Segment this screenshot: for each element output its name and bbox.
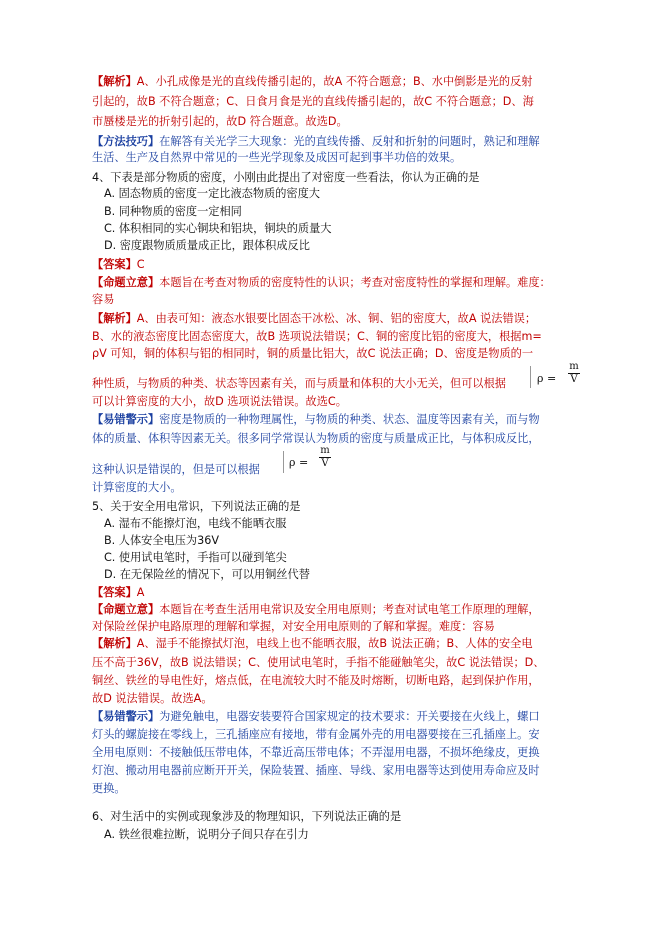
q3-method-line-1: 【方法技巧】在解答有关光学三大现象：光的直线传播、反射和折射的问题时，熟记和理解 [92, 135, 540, 148]
q5-answer: 【答案】A [92, 586, 145, 599]
q4-intent-line-2: 容易 [92, 293, 115, 306]
q5-analysis-line-3: 铜丝、铁丝的导电性好，熔点低，在电流较大时不能及时熔断，切断电路，起到保护作用， [92, 674, 540, 687]
q4-warning-line-3: 这种认识是错误的，但是可以根据 [92, 463, 260, 476]
q5-analysis-line-2: 压不高于36V，故B 说法错误；C、使用试电笔时，手指不能碰触笔尖，故C 说法错误；D、 [92, 656, 545, 669]
density-formula-lhs: ρ = [537, 372, 557, 385]
q4-warning-line-2: 体的质量、体积等因素无关。很多同学常误认为物质的密度与质量成正比，与体积成反比， [92, 432, 540, 445]
q4-analysis-line-1: 【解析】A、由表可知：液态水银要比固态干冰松、冰、铜、铝的密度大，故A 说法错误； [92, 312, 537, 325]
q4-option-a: A. 固态物质的密度一定比液态物质的密度大 [104, 187, 320, 200]
density-formula-fraction: m V [569, 361, 579, 385]
q5-intent-line-1: 【命题立意】本题旨在考查生活用电常识及安全用电原则；考查对试电笔工作原理的理解， [92, 603, 540, 616]
q4-warning-line-1: 【易错警示】密度是物质的一种物理属性，与物质的种类、状态、温度等因素有关，而与物 [92, 413, 540, 426]
q3-analysis-line-3: 市蜃楼是光的折射引起的，故D 符合题意。故选D。 [92, 115, 348, 128]
q6-option-a: A. 铁丝很难拉断，说明分子间只存在引力 [104, 828, 309, 841]
method-tag: 【方法技巧】 [92, 135, 160, 148]
q4-answer: 【答案】C [92, 258, 145, 271]
q5-warning-line-3: 全用电原则：不接触低压带电体，不靠近高压带电体；不弄湿用电器，不损坏绝缘皮，更换 [92, 746, 540, 759]
q4-intent-line-1: 【命题立意】本题旨在考查对物质的密度特性的认识；考查对密度特性的掌握和理解。难度： [92, 276, 551, 289]
density-formula-lhs: ρ = [289, 456, 309, 469]
q4-warning-line-4: 计算密度的大小。 [92, 481, 182, 494]
q5-warning-line-5: 更换。 [92, 782, 126, 795]
q4-analysis-line-3: ρV 可知，铜的体积与铝的相同时，铜的质量比铝大，故C 说法正确；D、密度是物质的一 [92, 347, 534, 360]
q3-method-line-2: 生活、生产及自然界中常见的一些光学现象及成因可起到事半功倍的效果。 [92, 151, 462, 164]
q5-warning-line-2: 灯头的螺旋接在零线上，三孔插座应有接地，带有金属外壳的用电器要接在三孔插座上。安 [92, 728, 540, 741]
q5-stem: 5、关于安全用电常识，下列说法正确的是 [92, 500, 301, 513]
q6-stem: 6、对生活中的实例或现象涉及的物理知识，下列说法正确的是 [92, 810, 402, 823]
q3-analysis-line-1: 【解析】A、小孔成像是光的直线传播引起的，故A 不符合题意；B、水中倒影是光的反射 [92, 75, 533, 88]
q5-warning-line-4: 灯泡、搬动用电器前应断开开关，保险装置、插座、导线、家用电器等达到使用寿命应及时 [92, 764, 540, 777]
q4-analysis-line-2: B、水的液态密度比固态密度大，故B 选项说法错误；C、铜的密度比铝的密度大，根据m= [92, 330, 542, 343]
q4-stem: 4、下表是部分物质的密度，小刚由此提出了对密度一些看法，你认为正确的是 [92, 171, 480, 184]
q5-analysis-line-4: 故D 说法错误。故选A。 [92, 692, 213, 705]
q4-option-b: B. 同种物质的密度一定相同 [104, 205, 242, 218]
density-formula-fraction: m V [320, 445, 330, 469]
q5-intent-line-2: 对保险丝保护电路原理的理解和掌握，对安全用电原则的了解和掌握。难度：容易 [92, 620, 495, 633]
q5-option-b: B. 人体安全电压为36V [104, 534, 219, 547]
q3-analysis-line-2: 引起的，故B 不符合题意；C、日食月食是光的直线传播引起的，故C 不符合题意；D、海 [92, 95, 534, 108]
q5-analysis-line-1: 【解析】A、湿手不能擦拭灯泡，电线上也不能晒衣服，故B 说法正确；B、人体的安全电 [92, 637, 533, 650]
q4-analysis-line-4: 种性质，与物质的种类、状态等因素有关，而与质量和体积的大小无关，但可以根据 [92, 377, 506, 390]
formula-border [283, 451, 284, 473]
q4-option-d: D. 密度跟物质质量成正比，跟体积成反比 [104, 239, 310, 252]
q5-option-a: A. 湿布不能擦灯泡，电线不能晒衣服 [104, 517, 287, 530]
formula-border [530, 366, 531, 388]
q5-option-d: D. 在无保险丝的情况下，可以用铜丝代替 [104, 568, 310, 581]
q4-analysis-line-5: 可以计算密度的大小，故D 选项说法错误。故选C。 [92, 395, 347, 408]
analysis-tag: 【解析】 [92, 75, 137, 88]
q5-warning-line-1: 【易错警示】为避免触电，电器安装要符合国家规定的技术要求：开关要接在火线上，螺口 [92, 710, 540, 723]
q4-option-c: C. 体积相同的实心铜块和铝块，铜块的质量大 [104, 222, 332, 235]
q5-option-c: C. 使用试电笔时，手指可以碰到笔尖 [104, 551, 287, 564]
